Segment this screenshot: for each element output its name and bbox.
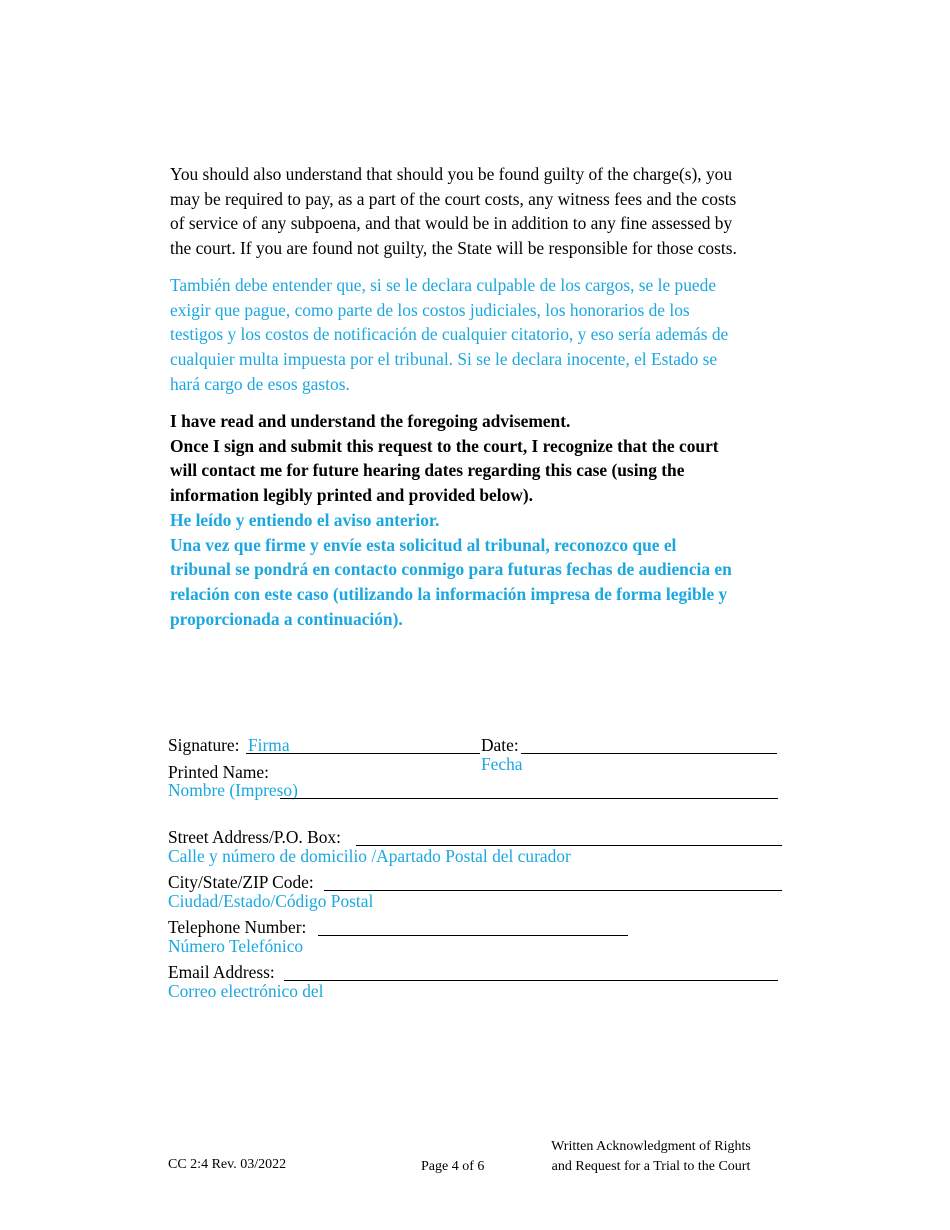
- email-line[interactable]: [284, 980, 778, 981]
- city-state-zip-line[interactable]: [324, 890, 782, 891]
- spanish-line: También debe entender que, si se le declara culpable de los cargos, se le puede: [170, 275, 717, 295]
- english-line: may be required to pay, as a part of the court costs, any witness fees and the costs: [170, 188, 737, 209]
- form-code: CC 2:4 Rev. 03/2022: [168, 1157, 287, 1172]
- acknowledgment-english: [170, 409, 788, 508]
- spanish-line: testigos y los costos de notificación de cualquier citatorio, y eso sería además de: [170, 324, 729, 345]
- city-state-zip-label: City/State/ZIP Code:: [168, 872, 314, 892]
- page-number: Page 4 of 6: [421, 1159, 485, 1174]
- date-label-es: Fecha: [481, 754, 523, 774]
- signature-line[interactable]: [246, 753, 480, 754]
- acknowledgment-line: Once I sign and submit this request to the court, I recognize that the court: [170, 435, 719, 456]
- printed-name-label: Printed Name:: [168, 762, 269, 782]
- city-state-zip-label-es: Ciudad/Estado/Código Postal: [168, 891, 374, 911]
- form-title-line: Written Acknowledgment of Rights: [551, 1139, 751, 1154]
- signature-label-es: Firma: [248, 735, 290, 755]
- printed-name-line[interactable]: [280, 798, 778, 799]
- english-line: the court. If you are found not guilty, the State will be responsible for those costs.: [170, 238, 737, 259]
- acknowledgment-line-es: proporcionada a continuación).: [170, 608, 403, 629]
- telephone-line[interactable]: [318, 935, 628, 936]
- printed-name-label-es: Nombre (Impreso): [168, 780, 298, 800]
- spanish-line: exigir que pague, como parte de los costos judiciales, los honorarios de los: [170, 299, 690, 320]
- english-advisement-paragraph: [170, 162, 788, 261]
- acknowledgment-line: I have read and understand the foregoing advisement.: [170, 411, 571, 431]
- acknowledgment-line-es: relación con este caso (utilizando la información impresa de forma legible y: [170, 584, 728, 605]
- signature-label: Signature:: [168, 735, 240, 755]
- form-title: [531, 1137, 771, 1177]
- spanish-line: cualquier multa impuesta por el tribunal. Si se le declara inocente, el Estado se: [170, 349, 718, 370]
- acknowledgment-line-es: He leído y entiendo el aviso anterior.: [170, 510, 440, 530]
- form-title-line: and Request for a Trial to the Court: [551, 1159, 751, 1174]
- spanish-advisement-paragraph: [170, 273, 788, 397]
- street-address-label: Street Address/P.O. Box:: [168, 827, 341, 847]
- acknowledgment-line: will contact me for future hearing dates regarding this case (using the: [170, 460, 685, 481]
- acknowledgment-line: information legibly printed and provided below).: [170, 485, 533, 506]
- english-line: You should also understand that should you be found guilty of the charge(s), you: [170, 164, 733, 184]
- english-line: of service of any subpoena, and that would be in addition to any fine assessed by: [170, 213, 733, 234]
- acknowledgment-spanish: [170, 508, 788, 632]
- telephone-label-es: Número Telefónico: [168, 936, 304, 956]
- spanish-line: hará cargo de esos gastos.: [170, 373, 350, 394]
- date-line[interactable]: [521, 753, 777, 754]
- telephone-label: Telephone Number:: [168, 917, 307, 937]
- acknowledgment-line-es: tribunal se pondrá en contacto conmigo para futuras fechas de audiencia en: [170, 559, 732, 580]
- email-label-es: Correo electrónico del: [168, 981, 324, 1001]
- date-label: Date:: [481, 735, 519, 755]
- street-address-label-es: Calle y número de domicilio /Apartado Postal del curador: [168, 846, 571, 866]
- acknowledgment-line-es: Una vez que firme y envíe esta solicitud al tribunal, reconozco que el: [170, 534, 677, 555]
- email-label: Email Address:: [168, 962, 275, 982]
